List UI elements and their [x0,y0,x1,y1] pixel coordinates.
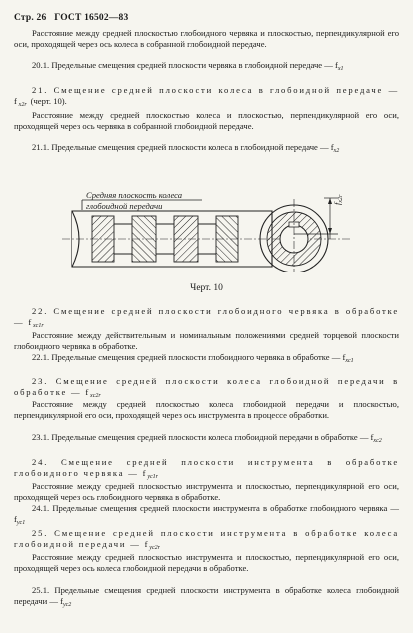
paragraph: Расстояние между средней плоскостью колеса и плоскостью, перпендикулярной его оси, проходящей через ось червяка в собранной глобоидной передаче. [14,110,399,131]
paragraph: Расстояние между средней плоскостью колеса глобоидной передачи и плоскостью, перпендикулярной его оси, проходящей через ось инструмента в процессе обработки. [14,399,399,420]
figure-caption: Черт. 10 [190,283,223,293]
figure-label-line2: глобоидной передачи [86,201,163,211]
paragraph: Расстояние между средней плоскостью инструмента и плоскостью, перпендикулярной его оси, проходящей через ось колеса глобоидной передачи в обработке. [14,552,399,573]
paragraph: Расстояние между средней плоскостью инструмента и плоскостью, перпендикулярной его оси, проходящей через ось глобоидного червяка в обработке. [14,481,399,502]
paragraph: 23.1. Предельные смещения средней плоскости колеса глобоидной передачи в обработке — $f_{xc2}$ [32,432,382,444]
page-header [14,13,128,23]
paragraph: 24.1. Предельные смещения средней плоскости инструмента в обработке глобоидного червяка — $f_{yc1}$ [14,503,399,526]
paragraph: 20.1. Предельные смещения средней плоскости червяка в глобоидной передаче — $f_{x1}$ [32,60,344,72]
paragraph: 25.1. Предельные смещения средней плоскости инструмента в обработке колеса глобоидной передачи — $f_{yc2}$ [14,585,399,608]
figure-label-line1: Средняя плоскость колеса [86,190,183,200]
paragraph: 25. Смещение средней плоскости инструмента в обработке колеса глобоидной передачи — $f_{yc2r}$ [14,528,399,551]
standard-number: ГОСТ 16502—83 [54,13,129,23]
dimension-label: $f_{x2r}$ [332,194,344,205]
page-number: Стр. 26 [14,13,47,23]
paragraph: Расстояние между средней плоскостью глобоидного червяка и плоскостью, перпендикулярной его оси, проходящей через ось колеса в собранной глобоидной передаче. [14,28,399,49]
paragraph: 21. Смещение средней плоскости колеса в глобоидной передаче — $f_{x2r}$ (черт. 10). [14,85,399,108]
paragraph: 22. Смещение средней плоскости глобоидного червяка в обработке — $f_{xc1r}$ [14,306,399,329]
paragraph: 21.1. Предельные смещения средней плоскости колеса в глобоидной передаче — $f_{x2}$ [32,142,340,154]
paragraph: 24. Смещение средней плоскости инструмента в обработке глобоидного червяка — $f_{yc1r}$ [14,457,399,480]
paragraph: Расстояние между действительным и номинальным положениями средней торцевой плоскости глобоидного червяка в обработке. [14,330,399,351]
paragraph: 22.1. Предельные смещения средней плоскости глобоидного червяка в обработке — $f_{xc1}$ [32,352,354,364]
paragraph: 23. Смещение средней плоскости колеса глобоидной передачи в обработке — $f_{xc2r}$ [14,376,399,399]
